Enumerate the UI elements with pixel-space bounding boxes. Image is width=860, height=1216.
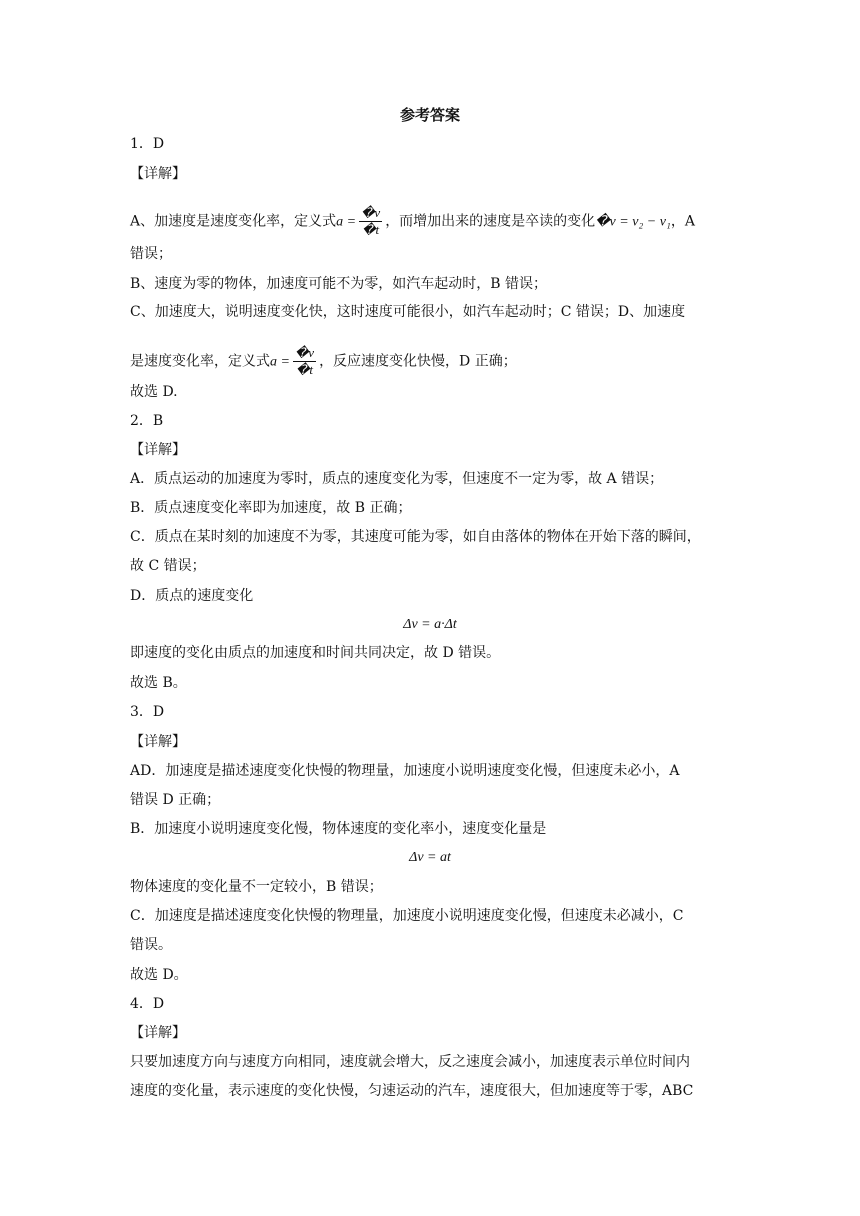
q2-option-a: A．质点运动的加速度为零时，质点的速度变化为零，但速度不一定为零，故 A 错误；	[130, 471, 664, 487]
q1-d-fraction	[293, 345, 316, 378]
q1-a-fraction	[359, 205, 382, 238]
q3-option-ad: AD．加速度是描述速度变化快慢的物理量，加速度小说明速度变化慢，但速度未必小，A	[130, 763, 680, 779]
q2-option-d: D．质点的速度变化	[130, 588, 254, 604]
q3-choose: 故选 D。	[130, 967, 188, 983]
q3-formula: Δv = at	[409, 850, 451, 865]
q1-choose: 故选 D.	[130, 384, 178, 400]
page-title: 参考答案	[399, 106, 460, 124]
q1-option-a	[130, 205, 695, 238]
q1-d-end: ，反应速度变化快慢，D 正确；	[319, 353, 517, 370]
q2-answer: 2．B	[130, 413, 164, 429]
q1-d-frac-num: �v	[294, 345, 315, 360]
q1-d-text: 是速度变化率，定义式	[130, 353, 270, 370]
q4-answer: 4．D	[130, 996, 165, 1012]
q3-option-b: B．加速度小说明速度变化慢，物体速度的变化率小，速度变化量是	[130, 821, 547, 837]
q3-option-ad-cont: 错误 D 正确；	[130, 792, 221, 808]
q1-detail-label: 【详解】	[130, 166, 186, 182]
q1-option-c: C、加速度大，说明速度变化快，这时速度可能很小，如汽车起动时；C 错误；D、加速度	[130, 304, 686, 320]
q2-option-d-cont: 即速度的变化由质点的加速度和时间共同决定，故 D 错误。	[130, 645, 501, 661]
q1-a-text: A、加速度是速度变化率，定义式	[130, 213, 337, 230]
q3-option-b-cont: 物体速度的变化量不一定较小，B 错误；	[130, 879, 383, 895]
q1-option-b: B、速度为零的物体，加速度可能不为零，如汽车起动时，B 错误；	[130, 276, 548, 292]
q2-option-c: C．质点在某时刻的加速度不为零，其速度可能为零，如自由落体的物体在开始下落的瞬间，	[130, 529, 701, 545]
q1-option-d	[130, 345, 517, 378]
q4-paragraph-line2: 速度的变化量，表示速度的变化快慢，匀速运动的汽车，速度很大，但加速度等于零，ABC	[130, 1083, 694, 1099]
q1-a-end: ，A	[670, 213, 695, 230]
q1-a-formula: �v = v₂ − v₁	[595, 214, 671, 230]
q4-paragraph-line1: 只要加速度方向与速度方向相同，速度就会增大，反之速度会减小，加速度表示单位时间内	[130, 1054, 690, 1070]
q1-d-eq: a =	[270, 354, 290, 370]
q1-answer: 1．D	[130, 136, 165, 152]
q1-a-eq: a =	[336, 214, 357, 230]
q1-frac-num: �v	[361, 205, 381, 220]
q1-a-mid: ，而增加出来的速度是卒读的变化	[385, 213, 596, 230]
q1-d-frac-den: �t	[296, 362, 313, 377]
q4-detail-label: 【详解】	[130, 1025, 186, 1041]
q3-option-c-cont: 错误。	[130, 937, 172, 953]
q1-a-continued: 错误；	[130, 246, 172, 262]
q3-option-c: C．加速度是描述速度变化快慢的物理量，加速度小说明速度变化慢，但速度未必减小，C	[130, 908, 684, 924]
q2-formula: Δv = a·Δt	[403, 617, 457, 632]
q1-frac-den: �t	[362, 222, 380, 237]
q2-option-b: B．质点速度变化率即为加速度，故 B 正确；	[130, 500, 412, 516]
q2-detail-label: 【详解】	[130, 442, 186, 458]
q2-choose: 故选 B。	[130, 675, 187, 691]
q3-detail-label: 【详解】	[130, 734, 186, 750]
q3-answer: 3．D	[130, 704, 165, 720]
q2-option-c-cont: 故 C 错误；	[130, 558, 206, 574]
